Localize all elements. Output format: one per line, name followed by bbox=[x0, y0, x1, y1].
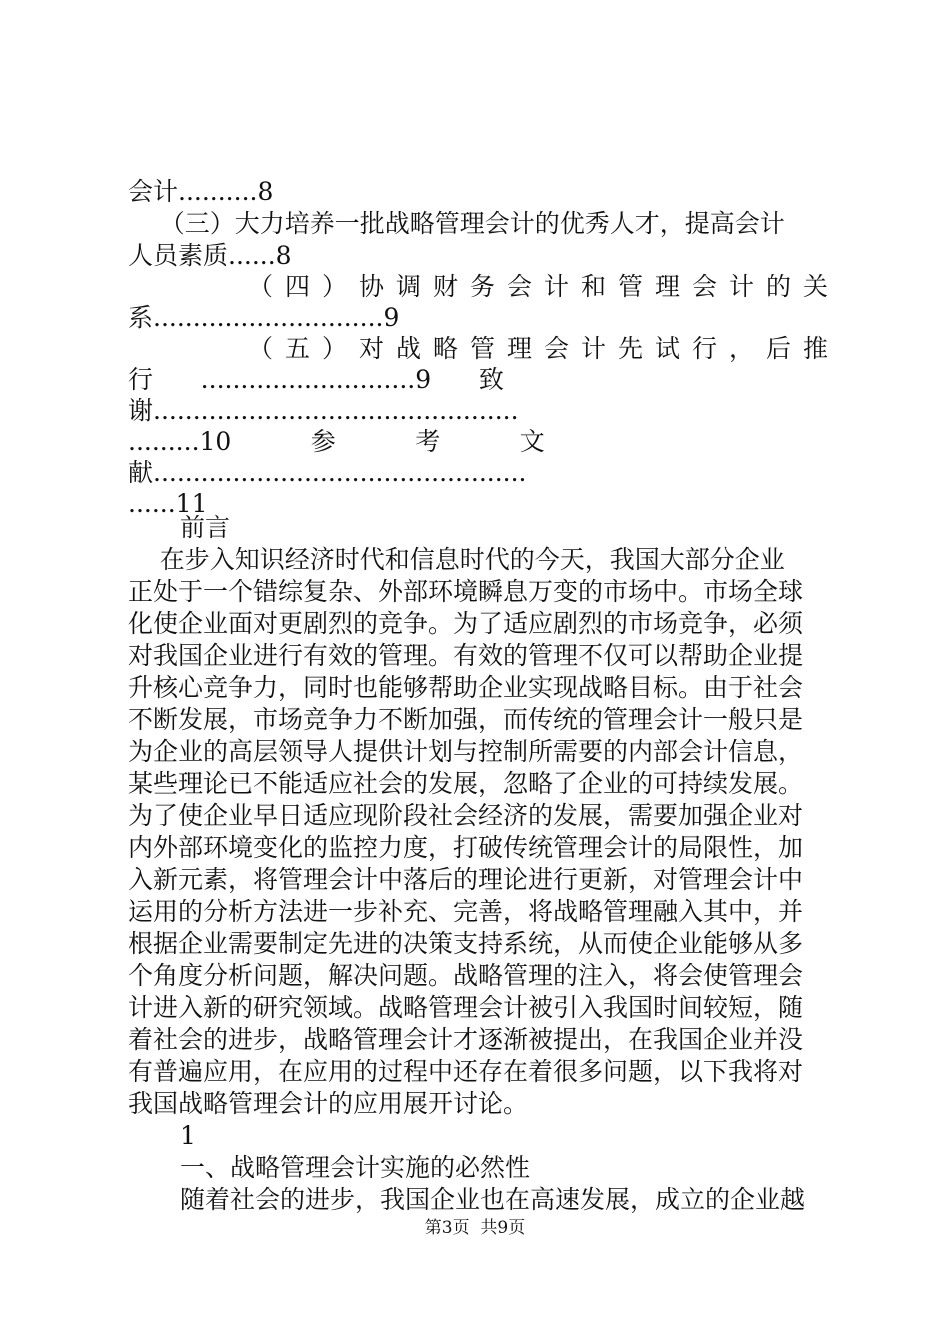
preface-line: 为企业的高层领导人提供计划与控制所需要的内部会计信息， bbox=[128, 737, 804, 766]
preface-line: 正处于一个错综复杂、外部环境瞬息万变的市场中。市场全球 bbox=[128, 577, 804, 606]
toc-line-6: （五）对战略管理会计先试行，后推 bbox=[248, 334, 828, 363]
preface-line: 运用的分析方法进一步补充、完善，将战略管理融入其中，并 bbox=[128, 897, 804, 926]
preface-line: 着社会的进步，战略管理会计才逐渐被提出，在我国企业并没 bbox=[128, 1025, 804, 1054]
preface-line: 内外部环境变化的监控力度，打破传统管理会计的局限性，加 bbox=[128, 833, 804, 862]
toc-line-9: .........10 参 考 文 bbox=[128, 427, 545, 456]
toc-line-1: 会计..........8 bbox=[128, 177, 274, 206]
preface-line: 在步入知识经济时代和信息时代的今天，我国大部分企业 bbox=[128, 545, 785, 574]
page-footer: 第3页 共9页 bbox=[424, 1218, 526, 1238]
preface-line: 计进入新的研究领域。战略管理会计被引入我国时间较短，随 bbox=[128, 993, 804, 1022]
preface-line: 个角度分析问题，解决问题。战略管理的注入，将会使管理会 bbox=[128, 961, 804, 990]
toc-line-11: ......11 bbox=[128, 489, 208, 518]
toc-line-2: （三）大力培养一批战略管理会计的优秀人才，提高会计 bbox=[128, 209, 785, 238]
preface-line: 某些理论已不能适应社会的发展，忽略了企业的可持续发展。 bbox=[128, 769, 804, 798]
preface-line: 我国战略管理会计的应用展开讨论。 bbox=[128, 1089, 529, 1118]
preface-line: 有普遍应用，在应用的过程中还存在着很多问题，以下我将对 bbox=[128, 1057, 804, 1086]
preface-line: 入新元素，将管理会计中落后的理论进行更新，对管理会计中 bbox=[128, 865, 804, 894]
preface-line: 为了使企业早日适应现阶段社会经济的发展，需要加强企业对 bbox=[128, 801, 804, 830]
section-first-line: 随着社会的进步，我国企业也在高速发展，成立的企业越 bbox=[180, 1185, 806, 1214]
preface-line: 根据企业需要制定先进的决策支持系统，从而使企业能够从多 bbox=[128, 929, 804, 958]
toc-line-7: 行 ...........................9 致 bbox=[128, 365, 504, 394]
preface-line: 对我国企业进行有效的管理。有效的管理不仅可以帮助企业提 bbox=[128, 641, 804, 670]
preface-line: 不断发展，市场竞争力不断加强，而传统的管理会计一般只是 bbox=[128, 705, 804, 734]
preface-line: 化使企业面对更剧烈的竞争。为了适应剧烈的市场竞争，必须 bbox=[128, 609, 804, 638]
toc-line-3: 人员素质......8 bbox=[128, 241, 292, 270]
toc-line-4: （四）协调财务会计和管理会计的关 bbox=[248, 272, 828, 301]
page-marker: 1 bbox=[180, 1121, 196, 1150]
toc-line-5: 系.............................9 bbox=[128, 303, 400, 332]
section-heading: 一、战略管理会计实施的必然性 bbox=[180, 1153, 531, 1182]
toc-line-10: 献............................................... bbox=[128, 458, 527, 487]
toc-line-8: 谢.............................................. bbox=[128, 396, 519, 425]
preface-line: 升核心竞争力，同时也能够帮助企业实现战略目标。由于社会 bbox=[128, 673, 804, 702]
preface-title: 前言 bbox=[180, 513, 231, 542]
